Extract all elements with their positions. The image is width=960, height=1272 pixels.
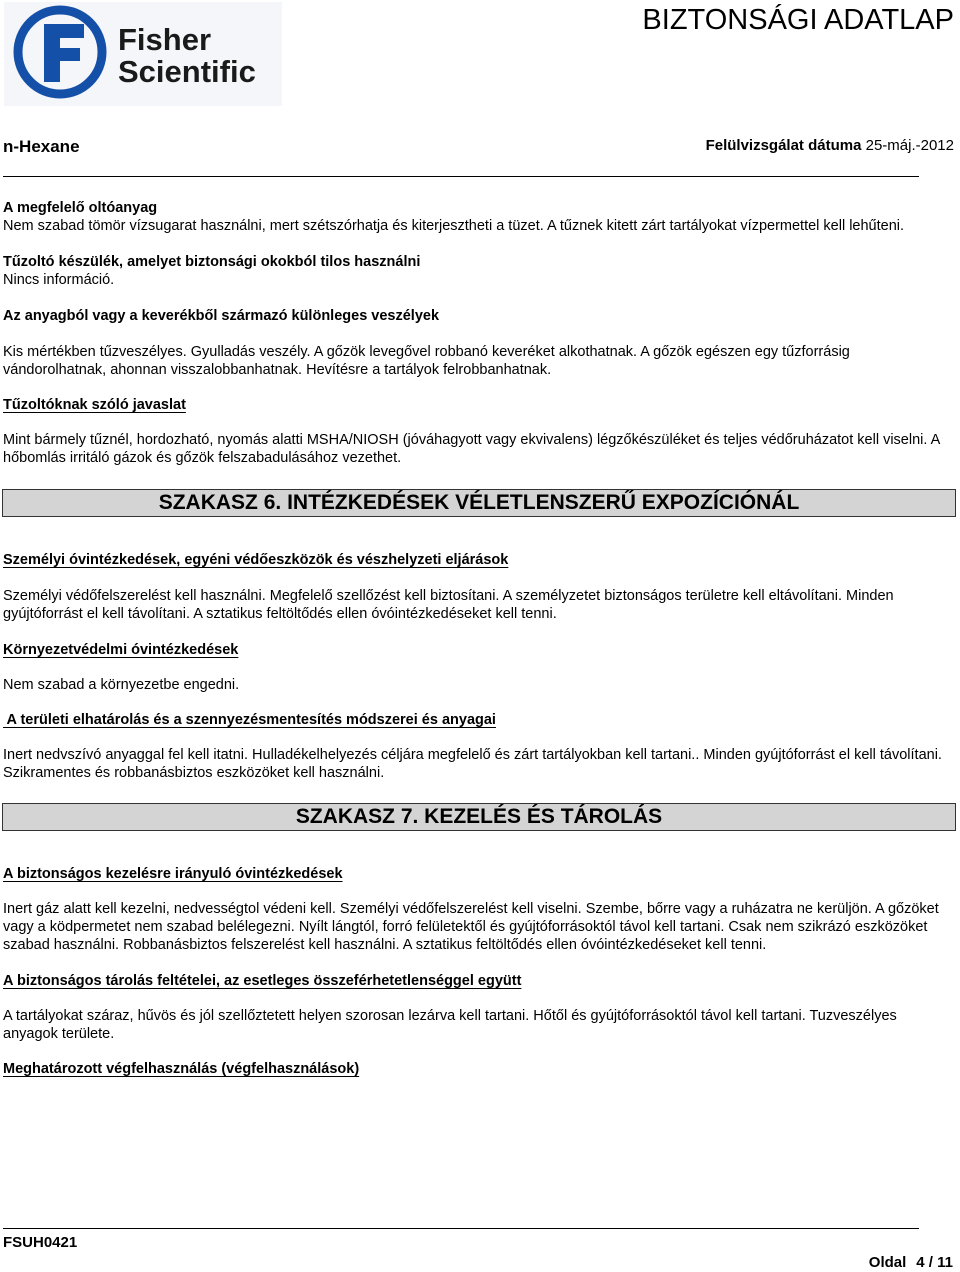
revision-date-line	[706, 137, 954, 154]
page-label: Oldal	[868, 1254, 907, 1271]
environmental-precautions-text: Nem szabad a környezetbe engedni.	[3, 677, 240, 693]
firefighter-advice-heading: Tűzoltóknak szóló javaslat	[3, 397, 186, 413]
section-7-title-bar: SZAKASZ 7. KEZELÉS ÉS TÁROLÁS	[2, 803, 956, 831]
safe-handling-text: Inert gáz alatt kell kezelni, nedvességtol védeni kell. Személyi védőfelszerelést kell viselni. Szembe, bőrre vagy a ruházatra ne kerüljön. A gőzöket vagy a ködpermetet nem szabad belélegezni. Nyílt lángtól, forró felületektől és gyújtóforrásoktól távol kell tartani. Csak nem szikrázó eszközöket szabad használni. Robbanásbiztos felszerelést kell használni. A sztatikus feltöltődés ellen óvóintézkedéseket kell tenni.	[3, 901, 939, 953]
document-title: BIZTONSÁGI ADATLAP	[642, 4, 954, 36]
firefighter-advice-text: Mint bármely tűznél, hordozható, nyomás alatti MSHA/NIOSH (jóváhagyott vagy ekvivalens) légzőkészüléket és teljes védőruházatot kell viselni. A hőbomlás irritáló gázok és gőzök felszabadulásához vezethet.	[3, 432, 940, 466]
logo-text-fisher: Fisher	[118, 22, 212, 57]
personal-precautions-text: Személyi védőfelszerelést kell használni. Megfelelő szellőzést kell biztosítani. A személyzetet biztonságos területre kell eltávolítani. Minden gyújtóforrást el kell távolítani. A sztatikus feltöltődés ellen óvóintézkedéseket kell tenni.	[3, 588, 894, 622]
company-logo	[4, 2, 282, 106]
safe-storage-text: A tartályokat száraz, hűvös és jól szellőztetett helyen szorosan lezárva kell tartani. Hőtől és gyújtóforrásoktól távol kell tartani. Tuzveszélyes anyagok területe.	[3, 1008, 897, 1042]
containment-methods-text: Inert nedvszívó anyaggal fel kell itatni. Hulladékelhelyezés céljára megfelelő és zárt tartályokban kell tartani.. Minden gyújtóforrást el kell távolítani. Szikramentes és robbanásbiztos eszközöket kell használni.	[3, 747, 942, 781]
special-hazards-text: Kis mértékben tűzveszélyes. Gyulladás veszély. A gőzök levegővel robbanó keveréket alkothatnak. A gőzök egészen egy tűzforrásig vándorolhatnak, ahonnan visszalobbanhatnak. Hevítésre a tartályok felrobbanhatnak.	[3, 344, 850, 378]
revision-label: Felülvizsgálat dátuma	[705, 137, 862, 154]
revision-date: 25-máj.-2012	[865, 137, 954, 154]
document-body	[3, 199, 955, 1078]
safe-storage-heading: A biztonságos tárolás feltételei, az esetleges összeférhetetlenséggel együtt	[3, 973, 522, 989]
containment-methods-heading: A területi elhatárolás és a szennyezésmentesítés módszerei és anyagai	[3, 712, 496, 728]
fisher-logo-icon	[4, 2, 282, 106]
page-number: 4 / 11	[916, 1254, 953, 1271]
environmental-precautions-heading: Környezetvédelmi óvintézkedések	[3, 642, 239, 658]
section-6-title-bar: SZAKASZ 6. INTÉZKEDÉSEK VÉLETLENSZERŰ EXPOZÍCIÓNÁL	[2, 489, 956, 517]
unsuitable-extinguisher-heading: Tűzoltó készülék, amelyet biztonsági okokból tilos használni	[3, 254, 421, 270]
personal-precautions-heading: Személyi óvintézkedések, egyéni védőeszközök és vészhelyzeti eljárások	[3, 552, 509, 568]
special-hazards-heading: Az anyagból vagy a keverékből származó különleges veszélyek	[3, 308, 440, 324]
extinguishing-media-text: Nem szabad tömör vízsugarat használni, mert szétszórhatja és kiterjesztheti a tüzet. A tűznek kitett zárt tartályokat vízpermettel kell lehűteni.	[3, 218, 905, 234]
unsuitable-extinguisher-text: Nincs információ.	[3, 272, 115, 288]
document-code: FSUH0421	[3, 1234, 78, 1251]
safe-handling-heading: A biztonságos kezelésre irányuló óvintézkedések	[3, 866, 343, 882]
footer-divider	[3, 1228, 919, 1229]
extinguishing-media-heading: A megfelelő oltóanyag	[3, 200, 158, 216]
header-divider	[3, 176, 919, 177]
page-indicator	[869, 1254, 953, 1271]
product-name: n-Hexane	[3, 137, 80, 156]
logo-text-scientific: Scientific	[118, 54, 256, 89]
specific-end-use-heading: Meghatározott végfelhasználás (végfelhasználások)	[3, 1061, 360, 1077]
